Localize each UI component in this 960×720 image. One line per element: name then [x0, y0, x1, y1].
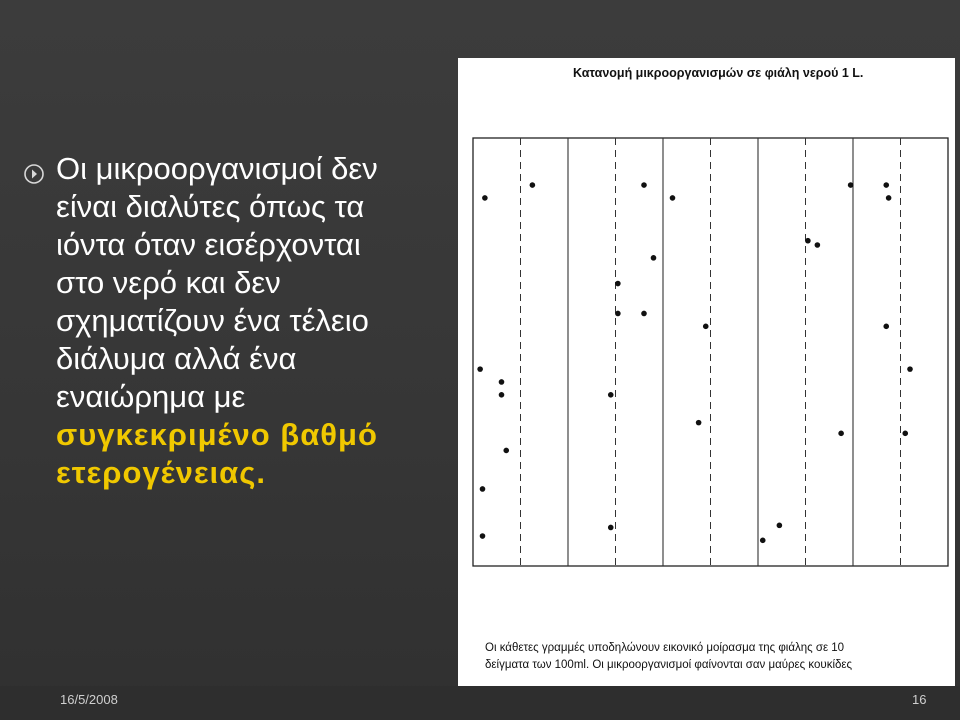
microorganism-dot: [641, 182, 647, 188]
microorganism-dot: [838, 431, 844, 437]
bullet-line: διάλυμα αλλά ένα: [56, 341, 297, 376]
microorganism-dot: [477, 366, 483, 372]
microorganism-dot: [608, 392, 614, 398]
microorganism-dot: [902, 431, 908, 437]
microorganism-dot: [503, 448, 509, 454]
microorganism-dot: [499, 379, 505, 385]
bullet-item: [22, 150, 452, 492]
microorganism-dot: [703, 324, 709, 330]
microorganism-dot: [805, 238, 811, 244]
microorganism-dot: [482, 195, 488, 201]
bullet-paragraph: [56, 150, 378, 492]
bullet-line: είναι διαλύτες όπως τα: [56, 189, 365, 224]
bullet-line: στο νερό και δεν: [56, 265, 281, 300]
microorganism-dot: [777, 523, 783, 529]
microorganism-dot: [641, 311, 647, 317]
microorganism-dot: [615, 281, 621, 287]
microorganism-dot: [883, 182, 889, 188]
microorganism-dot: [696, 420, 702, 426]
footer-date: 16/5/2008: [60, 692, 118, 707]
page-number: 16: [912, 692, 927, 707]
microorganism-dot: [608, 525, 614, 531]
microorganism-dot: [480, 533, 486, 539]
bullet-line: Οι μικροοργανισμοί δεν: [56, 151, 378, 186]
distribution-figure: [458, 58, 955, 686]
figure-title: Κατανομή μικροοργανισμών σε φιάλη νερού 1 L.: [573, 66, 864, 80]
microorganism-dot: [760, 538, 766, 544]
figure-caption-line2: δείγματα των 100ml. Οι μικροοργανισμοί φαίνονται σαν μαύρες κουκίδες: [485, 659, 853, 671]
distribution-chart: [458, 58, 955, 686]
emphasis-line: ετερογένειας.: [56, 455, 266, 490]
microorganism-dot: [615, 311, 621, 317]
microorganism-dot: [670, 195, 676, 201]
microorganism-dot: [907, 366, 913, 372]
microorganism-dot: [480, 486, 486, 492]
section-lines: [473, 138, 948, 566]
footer-bar: [0, 686, 960, 720]
microorganism-dot: [848, 182, 854, 188]
circle-arrow-icon: [22, 162, 46, 186]
microorganism-dot: [883, 324, 889, 330]
microorganism-dot: [499, 392, 505, 398]
microorganism-dot: [886, 195, 892, 201]
microorganism-dot: [815, 242, 821, 248]
bullet-line: σχηματίζουν ένα τέλειο: [56, 303, 369, 338]
microorganism-dot: [651, 255, 657, 261]
microorganism-dots: [477, 182, 912, 543]
bullet-line: ιόντα όταν εισέρχονται: [56, 227, 361, 262]
bullet-text-block: [22, 150, 452, 492]
bullet-line: εναιώρημα με: [56, 379, 246, 414]
emphasis-line: συγκεκριμένο βαθμό: [56, 417, 378, 452]
figure-caption-line1: Οι κάθετες γραμμές υποδηλώνουν εικονικό μοίρασμα της φιάλης σε 10: [485, 642, 845, 654]
microorganism-dot: [530, 182, 536, 188]
